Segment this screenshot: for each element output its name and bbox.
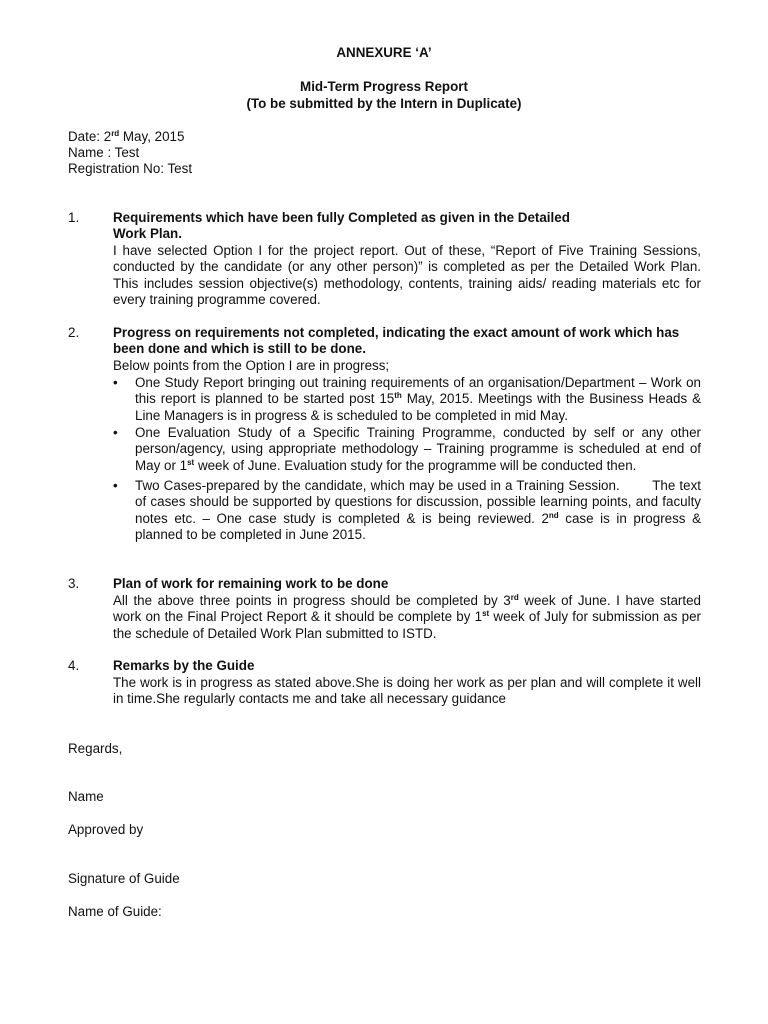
report-title: Mid-Term Progress Report <box>300 79 468 94</box>
bullet-item: Two Cases-prepared by the candidate, which may be used in a Training Session. The text of cases should be supported by questions for discussion, possible learning points, and faculty notes etc. – One case study is completed & is being reviewed. 2nd case is in progress & planned to be completed in June 2015. <box>135 478 702 542</box>
section-1-heading: Requirements which have been fully Completed as given in the Detailed Work Plan. <box>113 210 570 242</box>
regards-text: Regards, <box>68 741 123 756</box>
section-2-number: 2. <box>68 325 80 340</box>
guide-signature-label: Signature of Guide <box>68 871 180 886</box>
bullet-item: One Evaluation Study of a Specific Training Programme, conducted by self or any other person/agency, using appropriate methodology – Training programme is scheduled at end of May or 1st week of June. Evaluation study for the programme will be conducted then. <box>135 425 701 473</box>
report-subtitle: (To be submitted by the Intern in Duplicate) <box>246 96 522 111</box>
bullet-marker: • <box>113 425 118 440</box>
name-line: Name : Test <box>68 145 140 160</box>
registration-line: Registration No: Test <box>68 161 193 176</box>
section-3-heading: Plan of work for remaining work to be done <box>113 576 389 591</box>
bullet-item: One Study Report bringing out training requirements of an organisation/Department – Work on this report is planned to be started post 15th May, 2015. Meetings with the Business Heads & Line Managers is in progress & is scheduled to be completed in mid May. <box>135 375 701 423</box>
bullet-marker: • <box>113 375 118 390</box>
bullet-marker: • <box>113 478 118 493</box>
date-line: Date: 2rd May, 2015 <box>68 129 185 144</box>
section-1-body: I have selected Option I for the project report. Out of these, “Report of Five Training Sessions, conducted by the candidate (or any other person)” is completed as per the Detailed Work Plan. This includes session objective(s) methodology, contents, training aids/ reading materials etc for every training programme covered. <box>113 243 701 307</box>
section-4-body: The work is in progress as stated above.She is doing her work as per plan and will complete it well in time.She regularly contacts me and take all necessary guidance <box>113 675 701 707</box>
approved-by-label: Approved by <box>68 822 144 837</box>
section-3-number: 3. <box>68 576 80 591</box>
guide-name-label: Name of Guide: <box>68 904 162 919</box>
section-2-heading: Progress on requirements not completed, indicating the exact amount of work which has been done and which is still to be done. <box>113 325 680 357</box>
signoff-name-label: Name <box>68 789 104 804</box>
section-4-number: 4. <box>68 658 80 673</box>
section-4-heading: Remarks by the Guide <box>113 658 255 673</box>
section-3-body: All the above three points in progress should be completed by 3rd week of June. I have started work on the Final Project Report & it should be complete by 1st week of July for submission as per the schedule of Detailed Work Plan submitted to ISTD. <box>113 593 701 641</box>
section-1-number: 1. <box>68 210 80 225</box>
annexure-label: ANNEXURE ‘A’ <box>336 45 432 60</box>
section-2-intro: Below points from the Option I are in progress; <box>113 358 390 373</box>
